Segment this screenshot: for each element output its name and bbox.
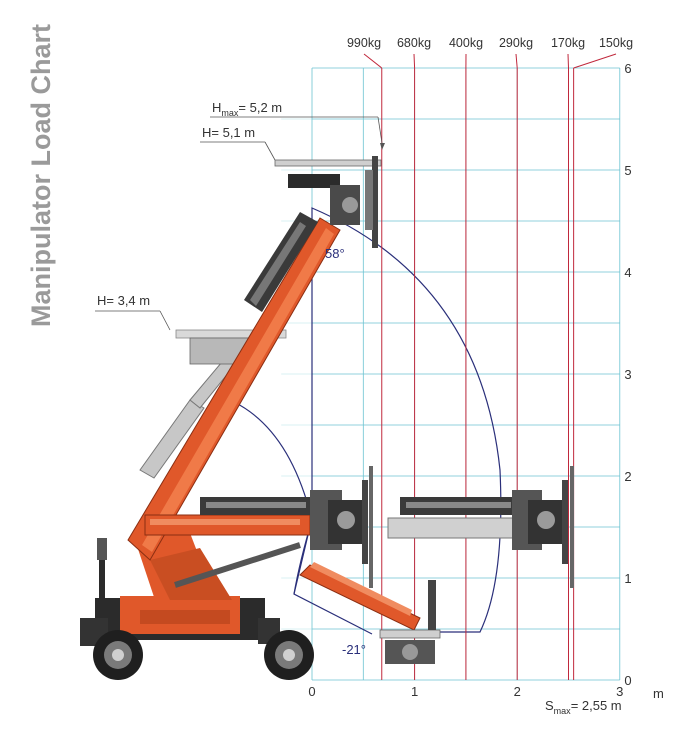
y-tick-label: 2 — [624, 469, 631, 484]
y-tick-label: 3 — [624, 367, 631, 382]
h34-label: H= 3,4 m — [97, 293, 150, 308]
axis-labels — [308, 61, 631, 699]
load-lines — [347, 36, 633, 680]
load-line-leader — [568, 54, 569, 68]
h51-label: H= 5,1 m — [202, 125, 255, 140]
load-line-leader — [364, 54, 382, 68]
load-line-label: 680kg — [397, 36, 431, 50]
angle-up-label: 58° — [325, 246, 345, 261]
x-axis-unit: m — [653, 686, 664, 701]
x-tick-label: 3 — [616, 684, 623, 699]
y-tick-label: 0 — [624, 673, 631, 688]
angle-down-label: -21° — [342, 642, 366, 657]
x-tick-label: 0 — [308, 684, 315, 699]
y-tick-label: 5 — [624, 163, 631, 178]
load-line-leader — [414, 54, 415, 68]
load-line-label: 150kg — [599, 36, 633, 50]
x-tick-label: 2 — [514, 684, 521, 699]
y-tick-label: 4 — [624, 265, 631, 280]
smax-label: $S_{max}= 2,55$ m — [545, 698, 622, 716]
load-line-leader — [516, 54, 517, 68]
y-tick-label: 1 — [624, 571, 631, 586]
wheel-left — [93, 630, 143, 680]
chart-title: Manipulator Load Chart — [26, 24, 56, 327]
load-line-label: 400kg — [449, 36, 483, 50]
wheel-right — [264, 630, 314, 680]
y-tick-label: 6 — [624, 61, 631, 76]
load-line-label: 990kg — [347, 36, 381, 50]
load-line-leader — [574, 54, 616, 68]
load-line-label: 290kg — [499, 36, 533, 50]
hmax-label: $H_{max}= 5,2$ m — [212, 100, 282, 118]
far-vacuum-head — [512, 466, 574, 588]
load-line-label: 170kg — [551, 36, 585, 50]
x-tick-label: 1 — [411, 684, 418, 699]
manipulator-illustration — [80, 156, 574, 680]
